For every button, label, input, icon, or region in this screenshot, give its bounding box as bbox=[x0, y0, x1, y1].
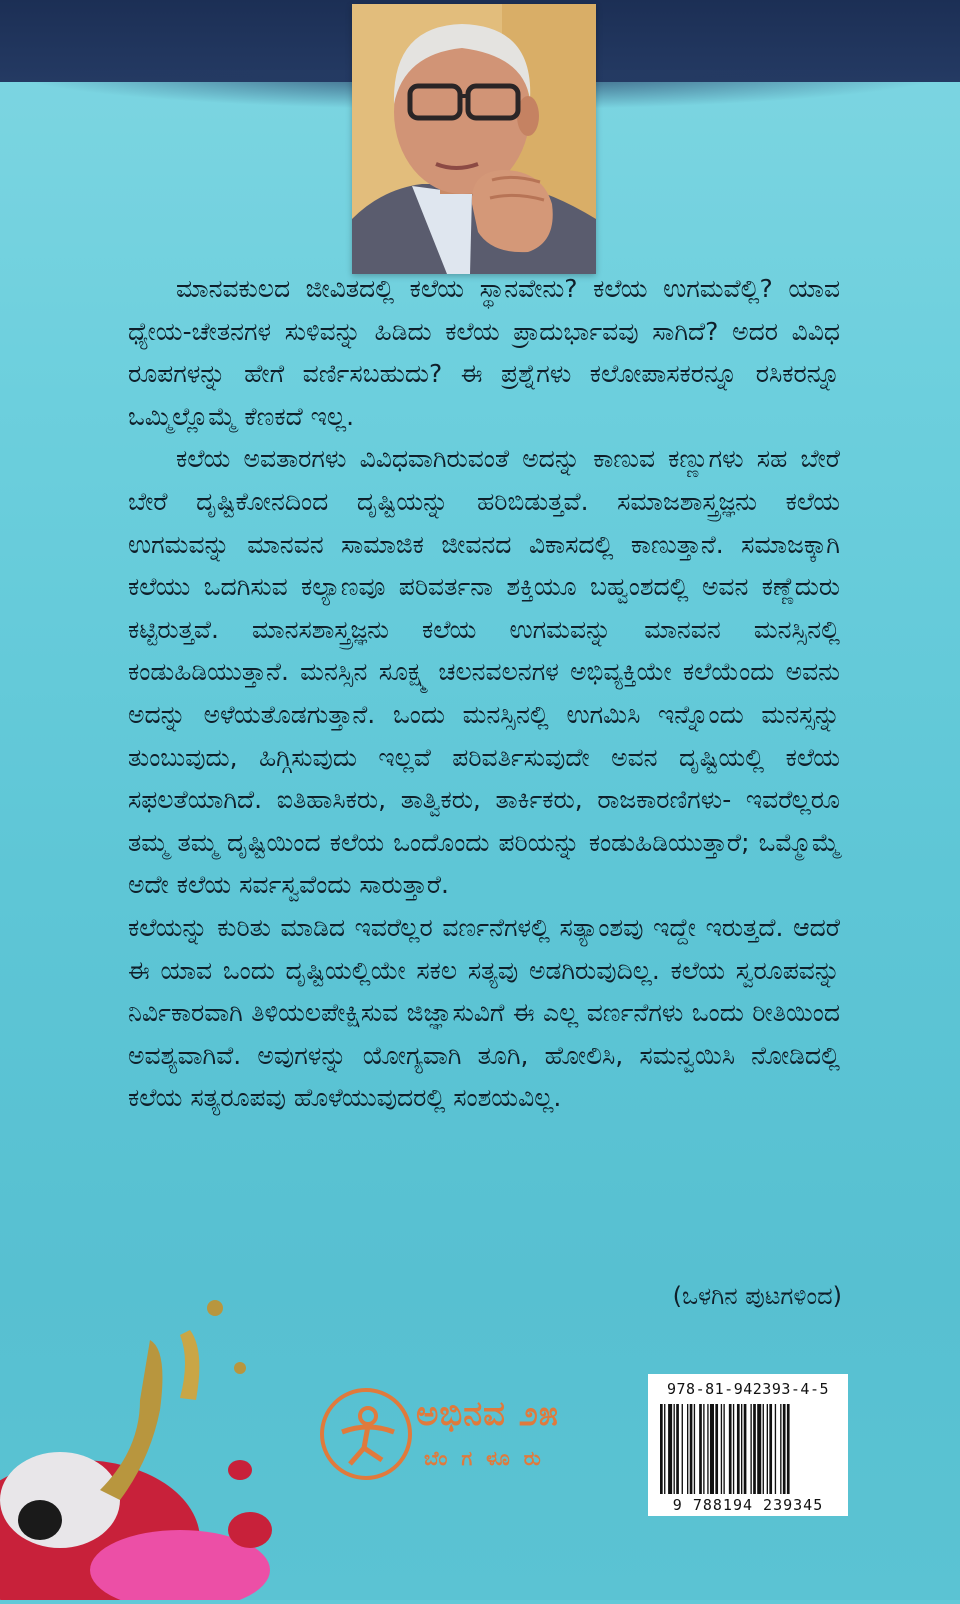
barcode-bar bbox=[723, 1404, 724, 1494]
barcode-bar bbox=[682, 1404, 683, 1494]
barcode-bar bbox=[753, 1404, 756, 1494]
barcode-bar bbox=[744, 1404, 747, 1494]
barcode-bar bbox=[694, 1404, 695, 1494]
barcode-bars bbox=[656, 1402, 840, 1514]
barcode-bar bbox=[775, 1404, 776, 1494]
barcode-bar bbox=[737, 1404, 740, 1494]
barcode-bar bbox=[767, 1404, 768, 1494]
blurb-text bbox=[128, 268, 840, 1120]
barcode-bar bbox=[676, 1404, 679, 1494]
publisher-logo-icon bbox=[320, 1388, 412, 1480]
author-photo bbox=[352, 4, 596, 274]
barcode-bar bbox=[690, 1404, 693, 1494]
barcode-bar bbox=[660, 1404, 663, 1494]
barcode-bar bbox=[729, 1404, 732, 1494]
publisher-logo bbox=[320, 1380, 610, 1500]
barcode-bar bbox=[674, 1404, 675, 1494]
barcode-bar bbox=[783, 1404, 786, 1494]
barcode-bar bbox=[741, 1404, 742, 1494]
paint-splash-decoration bbox=[0, 1290, 300, 1600]
barcode-bar bbox=[703, 1404, 704, 1494]
barcode-bar bbox=[721, 1404, 722, 1494]
barcode-bar bbox=[757, 1404, 761, 1494]
barcode-bar bbox=[668, 1404, 672, 1494]
barcode-bar bbox=[707, 1404, 708, 1494]
publisher-name: ಅಭಿನವ ೨೫ bbox=[416, 1394, 559, 1434]
blurb-paragraph: ಕಲೆಯ ಅವತಾರಗಳು ವಿವಿಧವಾಗಿರುವಂತೆ ಅದನ್ನು ಕಾಣುವ ಕಣ್ಣುಗಳು ಸಹ ಬೇರೆ ಬೇರೆ ದೃಷ್ಟಿಕೋನದಿಂದ ದೃಷ್ಟಿಯನ್ನು ಹರಿಬಿಡುತ್ತವೆ. ಸಮಾಜಶಾಸ್ತ್ರಜ್ಞನು ಕಲೆಯ ಉಗಮವನ್ನು ಮಾನವನ ಸಾಮಾಜಿಕ ಜೀವನದ ವಿಕಾಸದಲ್ಲಿ ಕಾಣುತ್ತಾನೆ. ಸಮಾಜಕ್ಕಾಗಿ ಕಲೆಯು ಒದಗಿಸುವ ಕಲ್ಯಾಣವೂ ಪರಿವರ್ತನಾ ಶಕ್ತಿಯೂ ಬಹ್ವಂಶದಲ್ಲಿ ಅವನ ಕಣ್ಣೆದುರು ಕಟ್ಟಿರುತ್ತವೆ. ಮಾನಸಶಾಸ್ತ್ರಜ್ಞನು ಕಲೆಯ ಉಗಮವನ್ನು ಮಾನವನ ಮನಸ್ಸಿನಲ್ಲಿ ಕಂಡುಹಿಡಿಯುತ್ತಾನೆ. ಮನಸ್ಸಿನ ಸೂಕ್ಷ್ಮ ಚಲನವಲನಗಳ ಅಭಿವ್ಯಕ್ತಿಯೇ ಕಲೆಯೆಂದು ಅವನು ಅದನ್ನು ಅಳೆಯತೊಡಗುತ್ತಾನೆ. ಒಂದು ಮನಸ್ಸಿನಲ್ಲಿ ಉಗಮಿಸಿ ಇನ್ನೊಂದು ಮನಸ್ಸನ್ನು ತುಂಬುವುದು, ಹಿಗ್ಗಿಸುವುದು ಇಲ್ಲವೆ ಪರಿವರ್ತಿಸುವುದೇ ಅವನ ದೃಷ್ಟಿಯಲ್ಲಿ ಕಲೆಯ ಸಫಲತೆಯಾಗಿದೆ. ಐತಿಹಾಸಿಕರು, ತಾತ್ವಿಕರು, ತಾರ್ಕಿಕರು, ರಾಜಕಾರಣಿಗಳು- ಇವರೆಲ್ಲರೂ ತಮ್ಮ ತಮ್ಮ ದೃಷ್ಟಿಯಿಂದ ಕಲೆಯ ಒಂದೊಂದು ಪರಿಯನ್ನು ಕಂಡುಹಿಡಿಯುತ್ತಾರೆ; ಒಮ್ಮೊಮ್ಮೆ ಅದೇ ಕಲೆಯ ಸರ್ವಸ್ವವೆಂದು ಸಾರುತ್ತಾರೆ. bbox=[128, 444, 840, 900]
barcode-bar bbox=[687, 1404, 688, 1494]
barcode-icon bbox=[656, 1402, 840, 1496]
barcode-bar bbox=[664, 1404, 665, 1494]
barcode-bar bbox=[780, 1404, 781, 1494]
barcode-digits: 9 788194 239345 bbox=[656, 1496, 840, 1514]
blurb-attribution: (ಒಳಗಿನ ಪುಟಗಳಿಂದ) bbox=[672, 1282, 842, 1310]
barcode-bar bbox=[715, 1404, 718, 1494]
author-portrait-icon bbox=[352, 4, 596, 274]
barcode-bar bbox=[763, 1404, 764, 1494]
paint-splash-icon bbox=[0, 1290, 300, 1600]
barcode-bar bbox=[769, 1404, 772, 1494]
blurb-paragraph: ಮಾನವಕುಲದ ಜೀವಿತದಲ್ಲಿ ಕಲೆಯ ಸ್ಥಾನವೇನು? ಕಲೆಯ ಉಗಮವೆಲ್ಲಿ? ಯಾವ ಧ್ಯೇಯ-ಚೇತನಗಳ ಸುಳಿವನ್ನು ಹಿಡಿದು ಕಲೆಯ ಪ್ರಾದುರ್ಭಾವವು ಸಾಗಿದೆ? ಅದರ ವಿವಿಧ ರೂಪಗಳನ್ನು ಹೇಗೆ ವರ್ಣಿಸಬಹುದು? ಈ ಪ್ರಶ್ನೆಗಳು ಕಲೋಪಾಸಕರನ್ನೂ ರಸಿಕರನ್ನೂ ಒಮ್ಮಿಲ್ಲೊಮ್ಮೆ ಕೆಣಕದೆ ಇಲ್ಲ. bbox=[128, 274, 840, 431]
isbn-number: 978-81-942393-4-5 bbox=[666, 1380, 830, 1398]
barcode-bar bbox=[733, 1404, 734, 1494]
publisher-tagline: ಬೆಂಗಳೂರು bbox=[424, 1446, 555, 1470]
blurb-paragraph: ಕಲೆಯನ್ನು ಕುರಿತು ಮಾಡಿದ ಇವರೆಲ್ಲರ ವರ್ಣನೆಗಳಲ್ಲಿ ಸತ್ಯಾಂಶವು ಇದ್ದೇ ಇರುತ್ತದೆ. ಆದರೆ ಈ ಯಾವ ಒಂದು ದೃಷ್ಟಿಯಲ್ಲಿಯೇ ಸಕಲ ಸತ್ಯವು ಅಡಗಿರುವುದಿಲ್ಲ. ಕಲೆಯ ಸ್ವರೂಪವನ್ನು ನಿರ್ವಿಕಾರವಾಗಿ ತಿಳಿಯಲಪೇಕ್ಷಿಸುವ ಜಿಜ್ಞಾಸುವಿಗೆ ಈ ಎಲ್ಲ ವರ್ಣನೆಗಳು ಒಂದು ರೀತಿಯಿಂದ ಅವಶ್ಯವಾಗಿವೆ. ಅವುಗಳನ್ನು ಯೋಗ್ಯವಾಗಿ ತೂಗಿ, ಹೋಲಿಸಿ, ಸಮನ್ವಯಿಸಿ ನೋಡಿದಲ್ಲಿ ಕಲೆಯ ಸತ್ಯರೂಪವು ಹೊಳೆಯುವುದರಲ್ಲಿ ಸಂಶಯವಿಲ್ಲ. bbox=[128, 912, 840, 1113]
isbn-barcode bbox=[648, 1374, 848, 1516]
barcode-bar bbox=[699, 1404, 702, 1494]
barcode-bar bbox=[710, 1404, 714, 1494]
barcode-bar bbox=[787, 1404, 790, 1494]
barcode-bar bbox=[750, 1404, 751, 1494]
